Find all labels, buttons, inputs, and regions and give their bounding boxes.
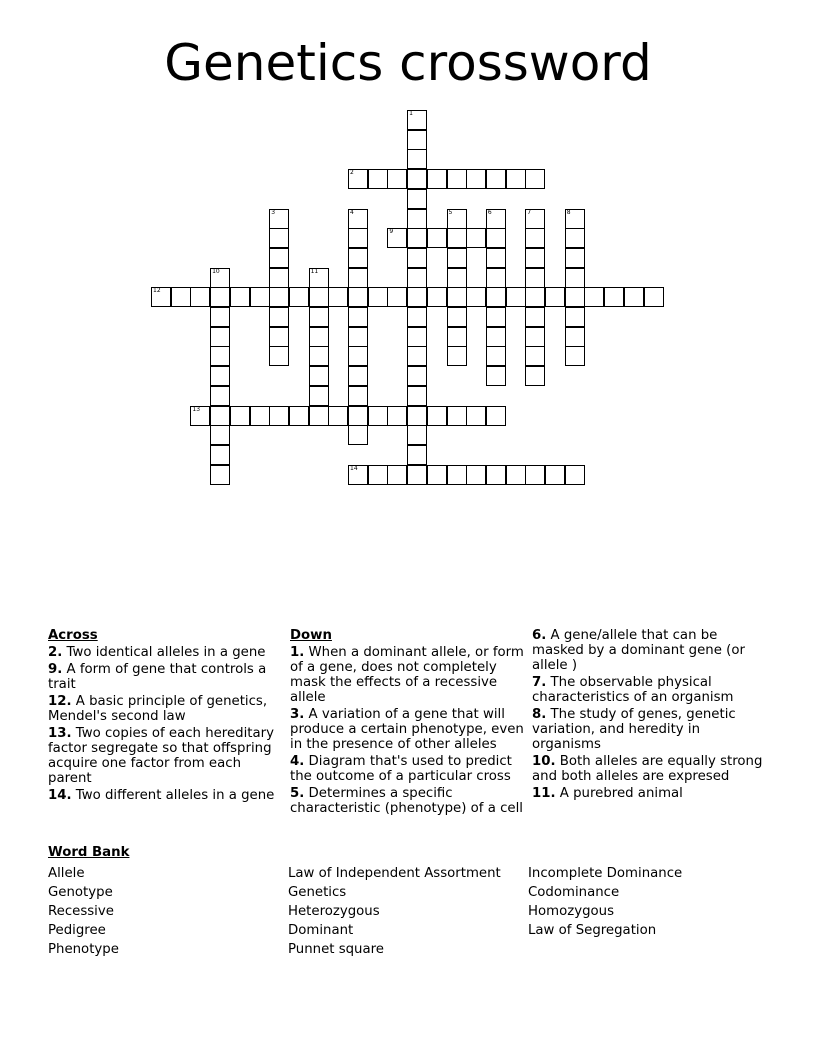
crossword-cell[interactable] (525, 287, 545, 307)
crossword-cell[interactable] (210, 327, 230, 347)
crossword-cell[interactable] (447, 327, 467, 347)
crossword-cell[interactable] (348, 228, 368, 248)
crossword-cell[interactable] (348, 327, 368, 347)
word-bank-column-2 (288, 864, 501, 959)
crossword-cell[interactable] (644, 287, 664, 307)
crossword-cell[interactable] (447, 228, 467, 248)
crossword-cell[interactable] (269, 209, 289, 229)
word-bank-item: Pedigree (48, 923, 106, 938)
clue-text: Determines a specific characteristic (phenotype) of a cell (290, 786, 523, 816)
crossword-cell[interactable] (466, 287, 486, 307)
crossword-cell[interactable] (525, 209, 545, 229)
crossword-cell[interactable] (210, 346, 230, 366)
crossword-cell[interactable] (525, 228, 545, 248)
clue-item (532, 754, 767, 784)
clue-text: A purebred animal (555, 786, 683, 801)
crossword-cell[interactable] (309, 346, 329, 366)
down-clues (290, 628, 525, 818)
clue-text: A basic principle of genetics, Mendel's second law (48, 694, 268, 724)
crossword-cell[interactable] (486, 406, 506, 426)
crossword-cell[interactable] (565, 346, 585, 366)
clue-number: 1. (290, 645, 305, 660)
crossword-cell[interactable] (210, 268, 230, 288)
clue-item (532, 675, 767, 705)
crossword-cell[interactable] (565, 287, 585, 307)
crossword-cell[interactable] (407, 189, 427, 209)
crossword-cell[interactable] (407, 130, 427, 150)
crossword-cell[interactable] (348, 287, 368, 307)
crossword-cell[interactable] (565, 209, 585, 229)
crossword-cell[interactable] (348, 209, 368, 229)
clue-number: 9 (389, 228, 394, 236)
crossword-cell[interactable] (407, 169, 427, 189)
crossword-cell[interactable] (151, 287, 171, 307)
crossword-cell[interactable] (486, 268, 506, 288)
crossword-cell[interactable] (387, 465, 407, 485)
crossword-cell[interactable] (407, 268, 427, 288)
crossword-cell[interactable] (506, 287, 526, 307)
crossword-cell[interactable] (584, 287, 604, 307)
crossword-cell[interactable] (427, 406, 447, 426)
word-bank-column-3 (528, 864, 682, 940)
crossword-cell[interactable] (565, 327, 585, 347)
crossword-cell[interactable] (466, 228, 486, 248)
clue-item (48, 788, 278, 803)
word-bank-item: Law of Segregation (528, 923, 657, 938)
clue-number: 4 (350, 208, 354, 216)
clue-text: A form of gene that controls a trait (48, 662, 267, 692)
clue-number: 9. (48, 662, 63, 677)
crossword-cell[interactable] (407, 209, 427, 229)
crossword-cell[interactable] (466, 169, 486, 189)
clue-number: 3 (271, 208, 276, 216)
word-bank-header: Word Bank (48, 845, 130, 860)
clue-text: Two identical alleles in a gene (62, 645, 266, 660)
clue-number: 1 (409, 110, 413, 117)
crossword-cell[interactable] (506, 169, 526, 189)
crossword-cell[interactable] (565, 307, 585, 327)
clue-text: When a dominant allele, or form of a gene, does not completely mask the effects of a recessive allele (290, 645, 524, 705)
crossword-cell[interactable] (269, 346, 289, 366)
crossword-cell[interactable] (486, 228, 506, 248)
crossword-cell[interactable] (525, 307, 545, 327)
crossword-cell[interactable] (269, 228, 289, 248)
clue-item (290, 786, 525, 816)
crossword-cell[interactable] (269, 268, 289, 288)
word-bank-column-1 (48, 864, 119, 959)
clue-text: Both alleles are equally strong and both alleles are expresed (532, 754, 763, 784)
crossword-cell[interactable] (427, 287, 447, 307)
page-title: Genetics crossword (164, 34, 652, 92)
crossword-cell[interactable] (447, 248, 467, 268)
across-header: Across (48, 628, 98, 643)
down-clue-list-continued (532, 628, 767, 801)
crossword-cell[interactable] (427, 169, 447, 189)
crossword-cell[interactable] (407, 406, 427, 426)
crossword-cell[interactable] (348, 406, 368, 426)
clue-number: 10. (532, 754, 556, 769)
crossword-cell[interactable] (210, 287, 230, 307)
clue-text: Two copies of each hereditary factor segregate so that offspring acquire one factor from each parent (48, 726, 274, 786)
crossword-cell[interactable] (486, 366, 506, 386)
crossword-cell[interactable] (309, 386, 329, 406)
crossword-cell[interactable] (545, 465, 565, 485)
crossword-cell[interactable] (348, 425, 368, 445)
clue-number: 13. (48, 726, 72, 741)
crossword-cell[interactable] (604, 287, 624, 307)
clue-number: 14 (350, 464, 358, 472)
crossword-cell[interactable] (210, 445, 230, 465)
crossword-cell[interactable] (309, 307, 329, 327)
clue-number: 6 (487, 208, 492, 216)
crossword-cell[interactable] (309, 287, 329, 307)
crossword-cell[interactable] (210, 465, 230, 485)
clue-number: 4. (290, 754, 305, 769)
clue-number: 6. (532, 628, 547, 643)
clue-number: 2 (350, 169, 354, 177)
crossword-cell[interactable] (309, 268, 329, 288)
crossword-cell[interactable] (525, 366, 545, 386)
clue-item (48, 645, 278, 660)
crossword-cell[interactable] (289, 287, 309, 307)
crossword-cell[interactable] (565, 465, 585, 485)
clue-number: 11 (310, 267, 319, 275)
crossword-cell[interactable] (447, 465, 467, 485)
crossword-cell[interactable] (171, 287, 191, 307)
clue-number: 7. (532, 675, 547, 690)
crossword-cell[interactable] (250, 287, 270, 307)
across-clues (48, 628, 278, 805)
crossword-cell[interactable] (525, 346, 545, 366)
crossword-cell[interactable] (269, 406, 289, 426)
crossword-cell[interactable] (407, 327, 427, 347)
crossword-cell[interactable] (387, 228, 407, 248)
crossword-cell[interactable] (486, 465, 506, 485)
crossword-cell[interactable] (407, 110, 427, 130)
clue-item (48, 662, 278, 692)
crossword-cell[interactable] (447, 169, 467, 189)
clue-number: 10 (212, 267, 220, 275)
across-clue-list (48, 645, 278, 803)
crossword-cell[interactable] (348, 248, 368, 268)
crossword-cell[interactable] (348, 307, 368, 327)
clue-item (48, 694, 278, 724)
clue-text: Diagram that's used to predict the outcome of a particular cross (290, 754, 512, 784)
crossword-cell[interactable] (269, 307, 289, 327)
crossword-cell[interactable] (486, 307, 506, 327)
crossword-cell[interactable] (427, 228, 447, 248)
clue-text: A variation of a gene that will produce a certain phenotype, even in the presence of other alleles (290, 707, 524, 752)
clue-number: 8. (532, 707, 547, 722)
crossword-cell[interactable] (190, 287, 210, 307)
crossword-cell[interactable] (407, 228, 427, 248)
crossword-cell[interactable] (348, 169, 368, 189)
word-bank-item: Phenotype (48, 942, 119, 957)
crossword-cell[interactable] (368, 465, 388, 485)
down-clues-continued (532, 628, 767, 803)
crossword-cell[interactable] (525, 327, 545, 347)
crossword-cell[interactable] (486, 346, 506, 366)
down-clue-list (290, 645, 525, 816)
clue-number: 13 (192, 405, 201, 413)
crossword-cell[interactable] (466, 465, 486, 485)
crossword-cell[interactable] (486, 209, 506, 229)
word-bank-item: Recessive (48, 904, 114, 919)
word-bank-item: Codominance (528, 885, 620, 900)
word-bank-item: Genetics (288, 885, 347, 900)
crossword-cell[interactable] (348, 465, 368, 485)
crossword-cell[interactable] (447, 406, 467, 426)
crossword-cell[interactable] (525, 248, 545, 268)
crossword-cell[interactable] (565, 248, 585, 268)
clue-number: 14. (48, 788, 72, 803)
clue-item (290, 645, 525, 705)
clue-number: 12 (153, 287, 161, 295)
crossword-cell[interactable] (289, 406, 309, 426)
clue-number: 12. (48, 694, 72, 709)
clue-text: A gene/allele that can be masked by a dominant gene (or allele ) (532, 628, 745, 673)
crossword-cell[interactable] (407, 287, 427, 307)
crossword-cell[interactable] (348, 386, 368, 406)
crossword-cell[interactable] (447, 307, 467, 327)
clue-number: 3. (290, 707, 305, 722)
crossword-cell[interactable] (269, 248, 289, 268)
clue-item (532, 786, 767, 801)
word-bank-item: Heterozygous (288, 904, 380, 919)
clue-number: 7 (527, 208, 532, 216)
crossword-cell[interactable] (348, 366, 368, 386)
clue-item (290, 707, 525, 752)
crossword-cell[interactable] (210, 366, 230, 386)
crossword-cell[interactable] (269, 287, 289, 307)
crossword-cell[interactable] (387, 287, 407, 307)
clue-item (532, 707, 767, 752)
word-bank-item: Homozygous (528, 904, 615, 919)
crossword-cell[interactable] (348, 268, 368, 288)
word-bank-item: Allele (48, 866, 85, 881)
clue-item (48, 726, 278, 786)
crossword-cell[interactable] (190, 406, 210, 426)
word-bank-item: Punnet square (288, 942, 384, 957)
clue-item (532, 628, 767, 673)
crossword-cell[interactable] (309, 366, 329, 386)
crossword-cell[interactable] (407, 465, 427, 485)
crossword-cell[interactable] (368, 287, 388, 307)
crossword-cell[interactable] (407, 425, 427, 445)
crossword-cell[interactable] (407, 445, 427, 465)
crossword-cell[interactable] (407, 346, 427, 366)
crossword-cell[interactable] (466, 406, 486, 426)
crossword-cell[interactable] (545, 287, 565, 307)
crossword-cell[interactable] (407, 366, 427, 386)
clue-number: 2. (48, 645, 63, 660)
word-bank-item: Dominant (288, 923, 354, 938)
crossword-cell[interactable] (387, 169, 407, 189)
crossword-cell[interactable] (210, 406, 230, 426)
crossword-cell[interactable] (407, 307, 427, 327)
crossword-cell[interactable] (368, 169, 388, 189)
crossword-cell[interactable] (309, 406, 329, 426)
clue-text: The observable physical characteristics of an organism (532, 675, 734, 705)
clue-number: 5 (448, 208, 453, 216)
clue-number: 5. (290, 786, 305, 801)
crossword-cell[interactable] (348, 346, 368, 366)
crossword-cell[interactable] (309, 327, 329, 347)
crossword-cell[interactable] (447, 209, 467, 229)
crossword-cell[interactable] (230, 406, 250, 426)
crossword-cell[interactable] (328, 287, 348, 307)
word-bank-item: Law of Independent Assortment (288, 866, 501, 881)
crossword-cell[interactable] (407, 386, 427, 406)
crossword-cell[interactable] (506, 465, 526, 485)
crossword-cell[interactable] (447, 346, 467, 366)
crossword-cell[interactable] (368, 406, 388, 426)
crossword-cell[interactable] (486, 327, 506, 347)
crossword-cell[interactable] (407, 248, 427, 268)
crossword-cell[interactable] (210, 386, 230, 406)
clue-item (290, 754, 525, 784)
crossword-cell[interactable] (407, 149, 427, 169)
crossword-cell[interactable] (565, 228, 585, 248)
crossword-cell[interactable] (486, 287, 506, 307)
crossword-cell[interactable] (486, 248, 506, 268)
crossword-cell[interactable] (525, 268, 545, 288)
clue-number: 8 (566, 208, 571, 216)
crossword-cell[interactable] (250, 406, 270, 426)
crossword-cell[interactable] (210, 307, 230, 327)
crossword-cell[interactable] (387, 406, 407, 426)
crossword-cell[interactable] (624, 287, 644, 307)
clue-text: The study of genes, genetic variation, and heredity in organisms (532, 707, 736, 752)
crossword-cell[interactable] (269, 327, 289, 347)
crossword-cell[interactable] (328, 406, 348, 426)
clue-number: 11. (532, 786, 556, 801)
crossword-cell[interactable] (447, 287, 467, 307)
crossword-cell[interactable] (447, 268, 467, 288)
crossword-cell[interactable] (525, 169, 545, 189)
down-header: Down (290, 628, 332, 643)
crossword-cell[interactable] (525, 465, 545, 485)
crossword-cell[interactable] (565, 268, 585, 288)
crossword-cell[interactable] (486, 169, 506, 189)
crossword-cell[interactable] (210, 425, 230, 445)
word-bank-item: Genotype (48, 885, 113, 900)
crossword-cell[interactable] (230, 287, 250, 307)
crossword-cell[interactable] (427, 465, 447, 485)
clue-text: Two different alleles in a gene (71, 788, 275, 803)
word-bank-item: Incomplete Dominance (528, 866, 683, 881)
